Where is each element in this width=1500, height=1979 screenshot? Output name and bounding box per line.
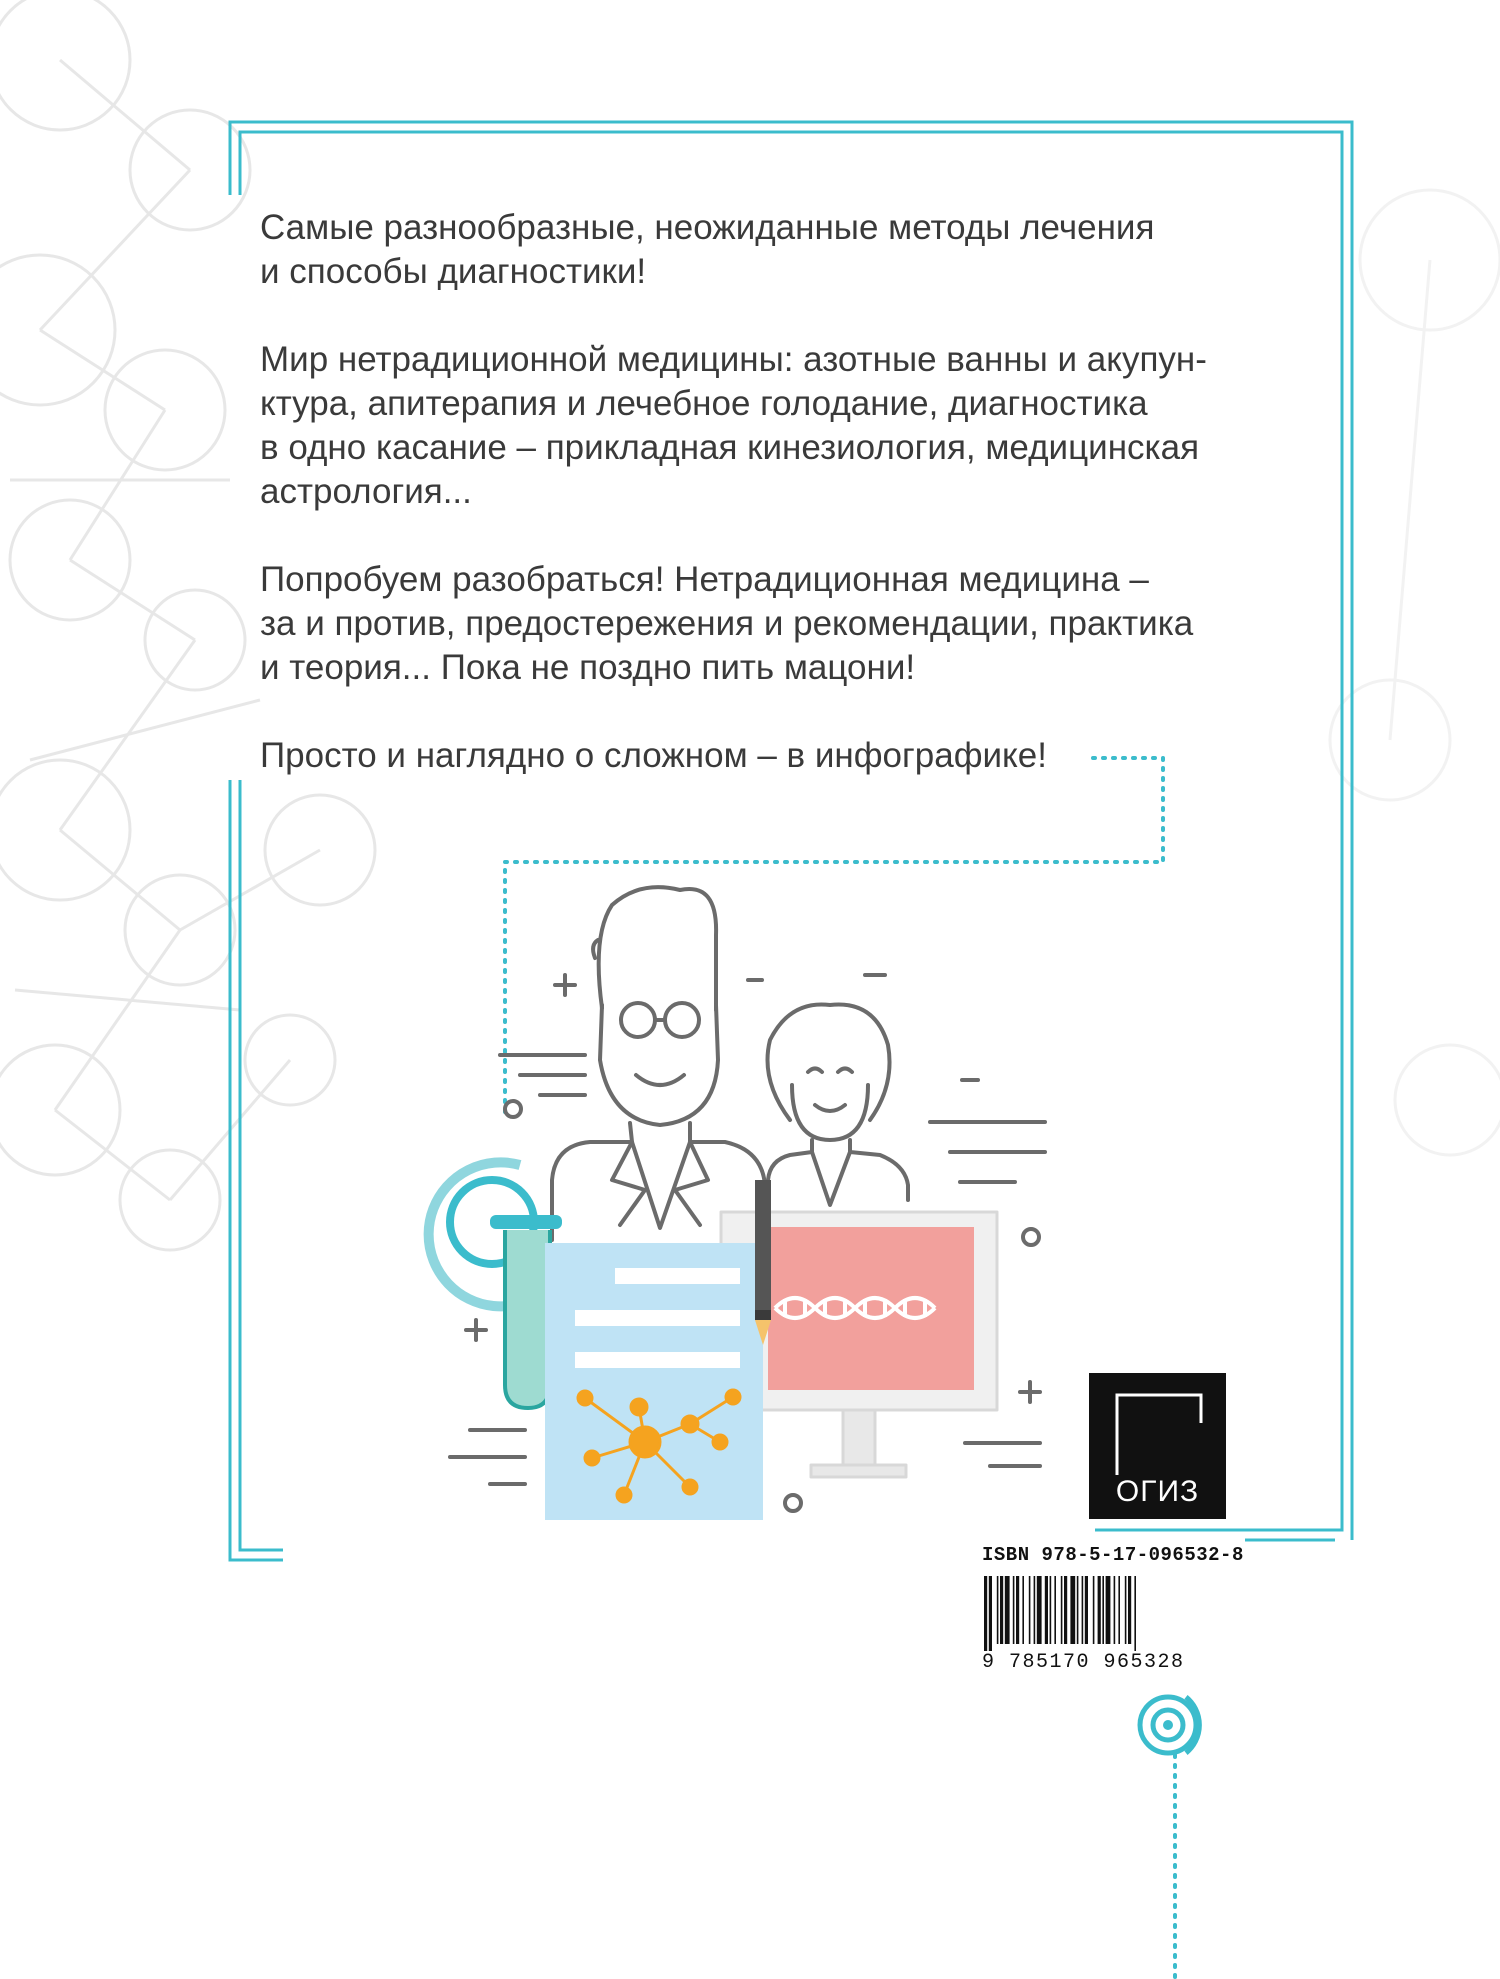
blurb-line: астрология... <box>260 472 472 511</box>
blurb-line: Самые разнообразные, неожиданные методы лечения <box>260 208 1155 247</box>
blurb-line: Мир нетрадиционной медицины: азотные ванны и акупун- <box>260 340 1207 379</box>
document-icon <box>545 1243 763 1520</box>
monitor-screen <box>768 1227 974 1390</box>
barcode-digits: 9 785170 965328 <box>982 1651 1185 1674</box>
blurb-line: ктура, апитерапия и лечебное голодание, диагностика <box>260 384 1148 423</box>
isbn-number: ISBN 978-5-17-096532-8 <box>982 1544 1244 1566</box>
blurb-line: Просто и наглядно о сложном – в инфографике! <box>260 736 1047 775</box>
blurb-line: Попробуем разобраться! Нетрадиционная медицина – <box>260 560 1149 599</box>
blurb-line: и способы диагностики! <box>260 252 647 291</box>
test-tube-icon <box>429 1162 562 1408</box>
male-doctor-figure <box>552 887 765 1240</box>
logo-text: ОГИЗ <box>1115 1475 1200 1508</box>
publisher-logo <box>1089 1373 1226 1519</box>
blurb-line: в одно касание – прикладная кинезиология, медицинская <box>260 428 1200 467</box>
blurb-line: за и против, предостережения и рекомендации, практика <box>260 604 1194 643</box>
blurb-line: и теория... Пока не поздно пить мацони! <box>260 648 916 687</box>
female-doctor-figure <box>768 1004 909 1215</box>
barcode <box>976 1576 1216 1651</box>
pen-icon <box>755 1180 771 1345</box>
